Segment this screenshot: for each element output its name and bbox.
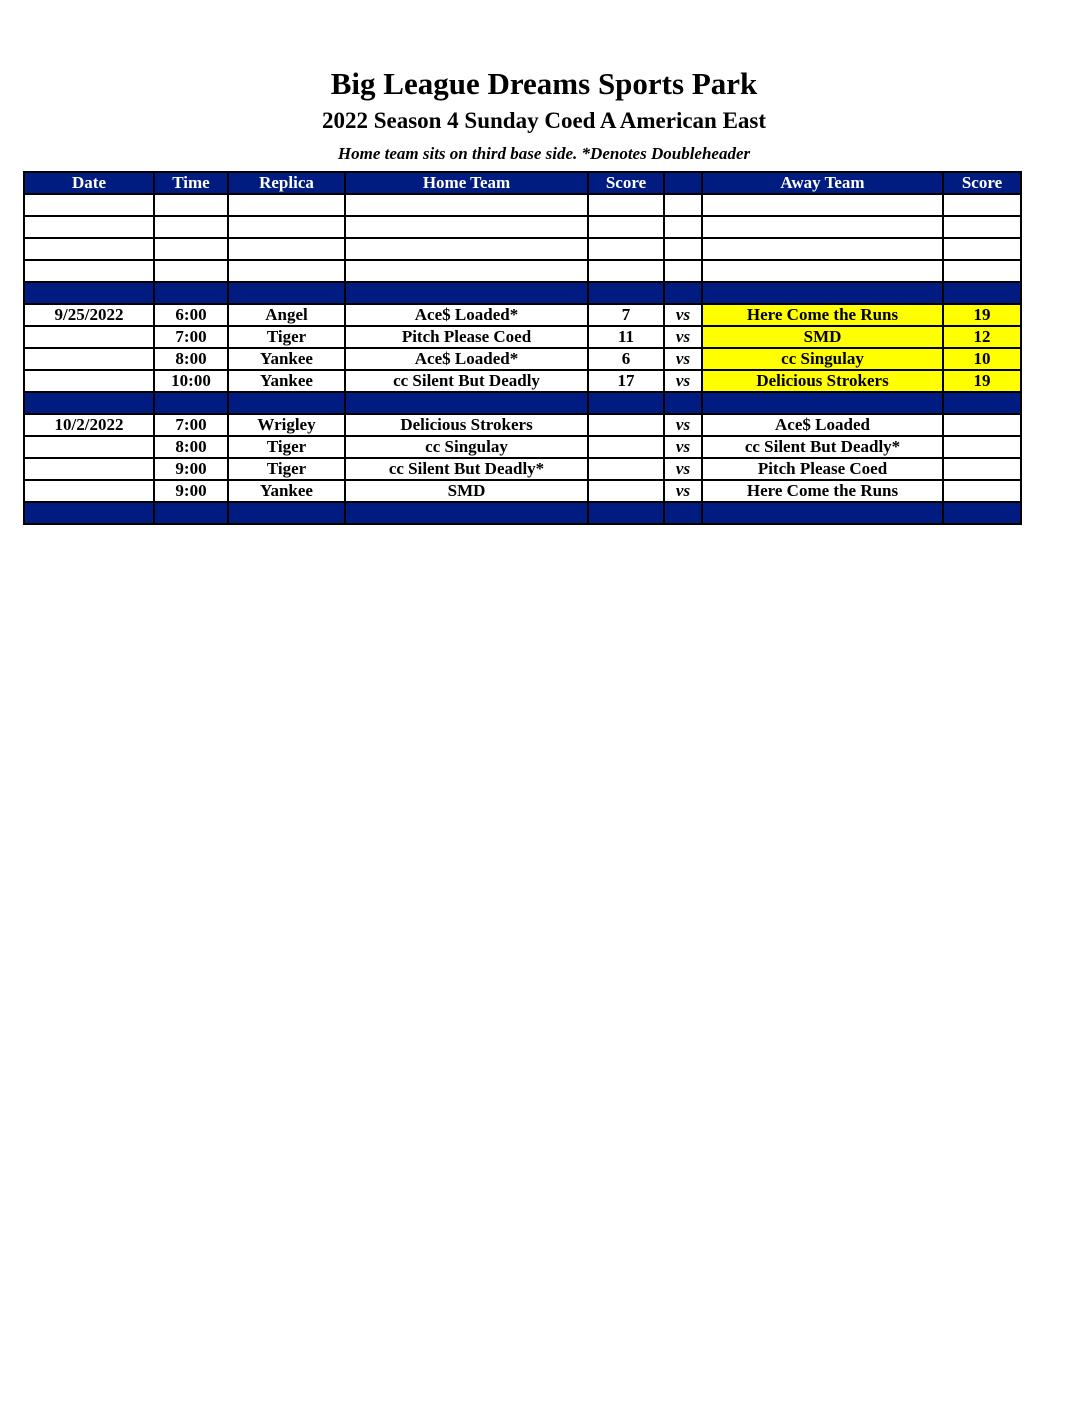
away-team: SMD: [702, 326, 943, 348]
home-score: 6: [588, 348, 664, 370]
away-team: cc Silent But Deadly*: [702, 436, 943, 458]
empty-cell: [228, 216, 345, 238]
game-date: [24, 480, 154, 502]
separator-cell: [154, 392, 228, 414]
empty-cell: [345, 260, 588, 282]
home-team: cc Silent But Deadly*: [345, 458, 588, 480]
away-score: 12: [943, 326, 1021, 348]
separator-cell: [24, 502, 154, 524]
separator-cell: [943, 502, 1021, 524]
vs-label: vs: [664, 348, 702, 370]
game-row: [24, 480, 1021, 502]
empty-cell: [664, 194, 702, 216]
empty-cell: [664, 260, 702, 282]
away-score: [943, 414, 1021, 436]
empty-cell: [228, 194, 345, 216]
game-time: 7:00: [154, 414, 228, 436]
game-time: 8:00: [154, 436, 228, 458]
page-title: Big League Dreams Sports Park: [330, 66, 758, 101]
separator-cell: [228, 392, 345, 414]
empty-cell: [154, 216, 228, 238]
empty-cell: [664, 238, 702, 260]
game-row: [24, 304, 1021, 326]
game-row: [24, 458, 1021, 480]
empty-cell: [943, 216, 1021, 238]
away-team: Pitch Please Coed: [702, 458, 943, 480]
separator-cell: [345, 282, 588, 304]
game-field: Tiger: [228, 458, 345, 480]
col-date-header: Date: [24, 172, 154, 194]
empty-cell: [702, 216, 943, 238]
game-date: [24, 436, 154, 458]
page-subtitle: 2022 Season 4 Sunday Coed A American East: [321, 108, 767, 133]
empty-cell: [154, 238, 228, 260]
game-time: 10:00: [154, 370, 228, 392]
separator-row: [24, 282, 1021, 304]
home-score: [588, 458, 664, 480]
vs-label: vs: [664, 436, 702, 458]
empty-cell: [228, 238, 345, 260]
vs-label: vs: [664, 304, 702, 326]
game-time: 7:00: [154, 326, 228, 348]
schedule-note: Home team sits on third base side. *Denotes Doubleheader: [337, 144, 751, 163]
home-team: Pitch Please Coed: [345, 326, 588, 348]
empty-cell: [943, 238, 1021, 260]
away-team: Ace$ Loaded: [702, 414, 943, 436]
game-field: Yankee: [228, 348, 345, 370]
game-row: [24, 326, 1021, 348]
schedule-table: [23, 171, 1022, 525]
empty-cell: [702, 238, 943, 260]
away-score: 10: [943, 348, 1021, 370]
away-team: Delicious Strokers: [702, 370, 943, 392]
game-date: [24, 458, 154, 480]
empty-cell: [588, 216, 664, 238]
empty-cell: [228, 260, 345, 282]
separator-cell: [24, 392, 154, 414]
game-field: Angel: [228, 304, 345, 326]
separator-cell: [588, 502, 664, 524]
separator-cell: [588, 392, 664, 414]
empty-cell: [702, 194, 943, 216]
game-field: Yankee: [228, 370, 345, 392]
separator-cell: [345, 392, 588, 414]
col-replica-header: Replica: [228, 172, 345, 194]
empty-cell: [345, 238, 588, 260]
separator-cell: [664, 392, 702, 414]
game-field: Wrigley: [228, 414, 345, 436]
empty-cell: [943, 260, 1021, 282]
separator-cell: [24, 282, 154, 304]
vs-label: vs: [664, 480, 702, 502]
vs-label: vs: [664, 458, 702, 480]
home-team: cc Singulay: [345, 436, 588, 458]
home-team: cc Silent But Deadly: [345, 370, 588, 392]
separator-cell: [228, 282, 345, 304]
game-time: 6:00: [154, 304, 228, 326]
empty-cell: [154, 194, 228, 216]
col-home-score-header: Score: [588, 172, 664, 194]
separator-row: [24, 502, 1021, 524]
game-row: [24, 370, 1021, 392]
separator-cell: [664, 282, 702, 304]
vs-label: vs: [664, 326, 702, 348]
home-score: [588, 480, 664, 502]
game-row: [24, 414, 1021, 436]
home-score: 7: [588, 304, 664, 326]
away-team: cc Singulay: [702, 348, 943, 370]
home-score: [588, 414, 664, 436]
vs-label: vs: [664, 370, 702, 392]
separator-cell: [702, 392, 943, 414]
empty-cell: [664, 216, 702, 238]
col-vs-header: [664, 172, 702, 194]
game-field: Tiger: [228, 326, 345, 348]
empty-cell: [345, 216, 588, 238]
separator-cell: [228, 502, 345, 524]
empty-cell: [943, 194, 1021, 216]
separator-cell: [943, 282, 1021, 304]
separator-cell: [664, 502, 702, 524]
empty-row: [24, 194, 1021, 216]
empty-cell: [588, 194, 664, 216]
game-row: [24, 436, 1021, 458]
separator-cell: [345, 502, 588, 524]
separator-cell: [943, 392, 1021, 414]
empty-cell: [702, 260, 943, 282]
empty-row: [24, 260, 1021, 282]
home-score: [588, 436, 664, 458]
col-time-header: Time: [154, 172, 228, 194]
separator-cell: [702, 502, 943, 524]
home-team: Ace$ Loaded*: [345, 304, 588, 326]
empty-cell: [24, 216, 154, 238]
game-time: 8:00: [154, 348, 228, 370]
separator-cell: [588, 282, 664, 304]
separator-row: [24, 392, 1021, 414]
away-score: [943, 480, 1021, 502]
empty-cell: [24, 260, 154, 282]
game-time: 9:00: [154, 480, 228, 502]
away-team: Here Come the Runs: [702, 480, 943, 502]
col-home-team-header: Home Team: [345, 172, 588, 194]
game-field: Yankee: [228, 480, 345, 502]
empty-cell: [588, 260, 664, 282]
header-row: [24, 172, 1021, 194]
away-team: Here Come the Runs: [702, 304, 943, 326]
game-row: [24, 348, 1021, 370]
empty-cell: [24, 194, 154, 216]
game-date: [24, 326, 154, 348]
game-date: 10/2/2022: [24, 414, 154, 436]
game-date: [24, 370, 154, 392]
empty-cell: [154, 260, 228, 282]
home-team: Ace$ Loaded*: [345, 348, 588, 370]
home-score: 11: [588, 326, 664, 348]
home-team: Delicious Strokers: [345, 414, 588, 436]
col-away-score-header: Score: [943, 172, 1021, 194]
separator-cell: [154, 502, 228, 524]
empty-row: [24, 238, 1021, 260]
game-date: 9/25/2022: [24, 304, 154, 326]
game-time: 9:00: [154, 458, 228, 480]
away-score: 19: [943, 304, 1021, 326]
col-away-team-header: Away Team: [702, 172, 943, 194]
away-score: 19: [943, 370, 1021, 392]
empty-row: [24, 216, 1021, 238]
separator-cell: [154, 282, 228, 304]
vs-label: vs: [664, 414, 702, 436]
empty-cell: [345, 194, 588, 216]
game-date: [24, 348, 154, 370]
separator-cell: [702, 282, 943, 304]
home-score: 17: [588, 370, 664, 392]
game-field: Tiger: [228, 436, 345, 458]
away-score: [943, 458, 1021, 480]
empty-cell: [24, 238, 154, 260]
away-score: [943, 436, 1021, 458]
empty-cell: [588, 238, 664, 260]
home-team: SMD: [345, 480, 588, 502]
